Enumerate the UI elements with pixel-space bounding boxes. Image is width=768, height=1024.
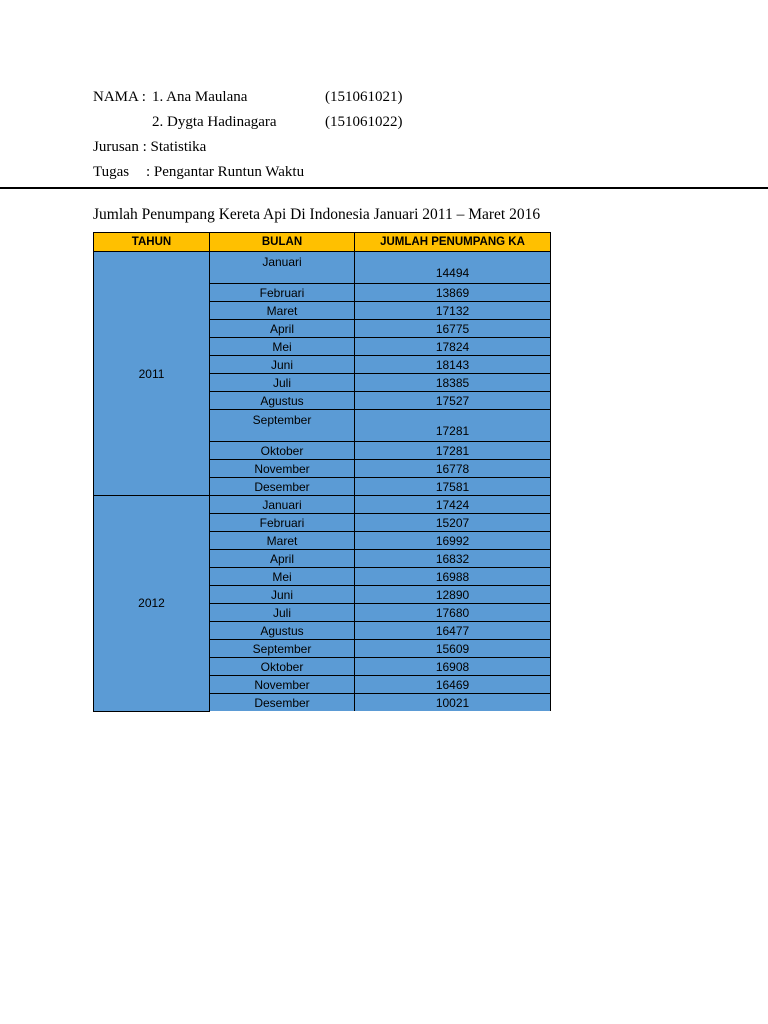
value-cell: 18385 [355, 374, 551, 392]
month-cell: April [210, 550, 355, 568]
year-cell-2012: 2012 [94, 496, 210, 712]
month-cell: Oktober [210, 658, 355, 676]
month-cell: Agustus [210, 622, 355, 640]
month-cell: Mei [210, 338, 355, 356]
value-cell: 17581 [355, 478, 551, 496]
month-cell: Juli [210, 374, 355, 392]
month-cell: September [210, 640, 355, 658]
value-cell: 15609 [355, 640, 551, 658]
value-cell: 16778 [355, 460, 551, 478]
value-cell: 15207 [355, 514, 551, 532]
month-cell: Agustus [210, 392, 355, 410]
member-1-id: (151061021) [325, 89, 403, 105]
month-cell: Mei [210, 568, 355, 586]
month-cell: Desember [210, 694, 355, 712]
value-cell: 17680 [355, 604, 551, 622]
member-2-name: 2. Dygta Hadinagara [152, 114, 277, 130]
jurusan-line: Jurusan : Statistika [93, 139, 207, 155]
month-cell: Maret [210, 302, 355, 320]
horizontal-divider [0, 187, 768, 189]
month-cell: September [210, 410, 355, 442]
month-cell: Juni [210, 356, 355, 374]
value-cell: 16775 [355, 320, 551, 338]
month-cell: Juli [210, 604, 355, 622]
column-header-jumlah: JUMLAH PENUMPANG KA [355, 233, 551, 252]
month-cell: Januari [210, 252, 355, 284]
table-header-row [94, 233, 551, 252]
month-cell: Februari [210, 514, 355, 532]
column-header-bulan: BULAN [210, 233, 355, 252]
month-cell: Januari [210, 496, 355, 514]
member-2-id: (151061022) [325, 114, 403, 130]
value-cell: 17281 [355, 442, 551, 460]
value-cell: 17424 [355, 496, 551, 514]
tugas-value: : Pengantar Runtun Waktu [146, 164, 305, 180]
value-cell: 17527 [355, 392, 551, 410]
year-group-2012 [94, 496, 551, 712]
value-cell: 18143 [355, 356, 551, 374]
month-cell: Februari [210, 284, 355, 302]
table-row [94, 496, 551, 514]
member-1-name: 1. Ana Maulana [152, 89, 248, 105]
value-cell: 12890 [355, 586, 551, 604]
value-cell: 16992 [355, 532, 551, 550]
month-cell: Desember [210, 478, 355, 496]
year-cell-2011: 2011 [94, 252, 210, 496]
value-cell: 14494 [355, 252, 551, 284]
nama-label: NAMA : [93, 89, 146, 105]
month-cell: November [210, 676, 355, 694]
value-cell: 17281 [355, 410, 551, 442]
value-cell: 10021 [355, 694, 551, 712]
table-row [94, 252, 551, 284]
month-cell: Oktober [210, 442, 355, 460]
month-cell: Maret [210, 532, 355, 550]
column-header-tahun: TAHUN [94, 233, 210, 252]
tugas-label: Tugas [93, 164, 130, 180]
value-cell: 17824 [355, 338, 551, 356]
month-cell: Juni [210, 586, 355, 604]
value-cell: 16908 [355, 658, 551, 676]
passenger-table [93, 232, 551, 712]
value-cell: 17132 [355, 302, 551, 320]
value-cell: 16477 [355, 622, 551, 640]
table-caption: Jumlah Penumpang Kereta Api Di Indonesia Januari 2011 – Maret 2016 [93, 206, 541, 223]
year-group-2011 [94, 252, 551, 496]
value-cell: 13869 [355, 284, 551, 302]
value-cell: 16832 [355, 550, 551, 568]
month-cell: November [210, 460, 355, 478]
month-cell: April [210, 320, 355, 338]
value-cell: 16988 [355, 568, 551, 586]
value-cell: 16469 [355, 676, 551, 694]
